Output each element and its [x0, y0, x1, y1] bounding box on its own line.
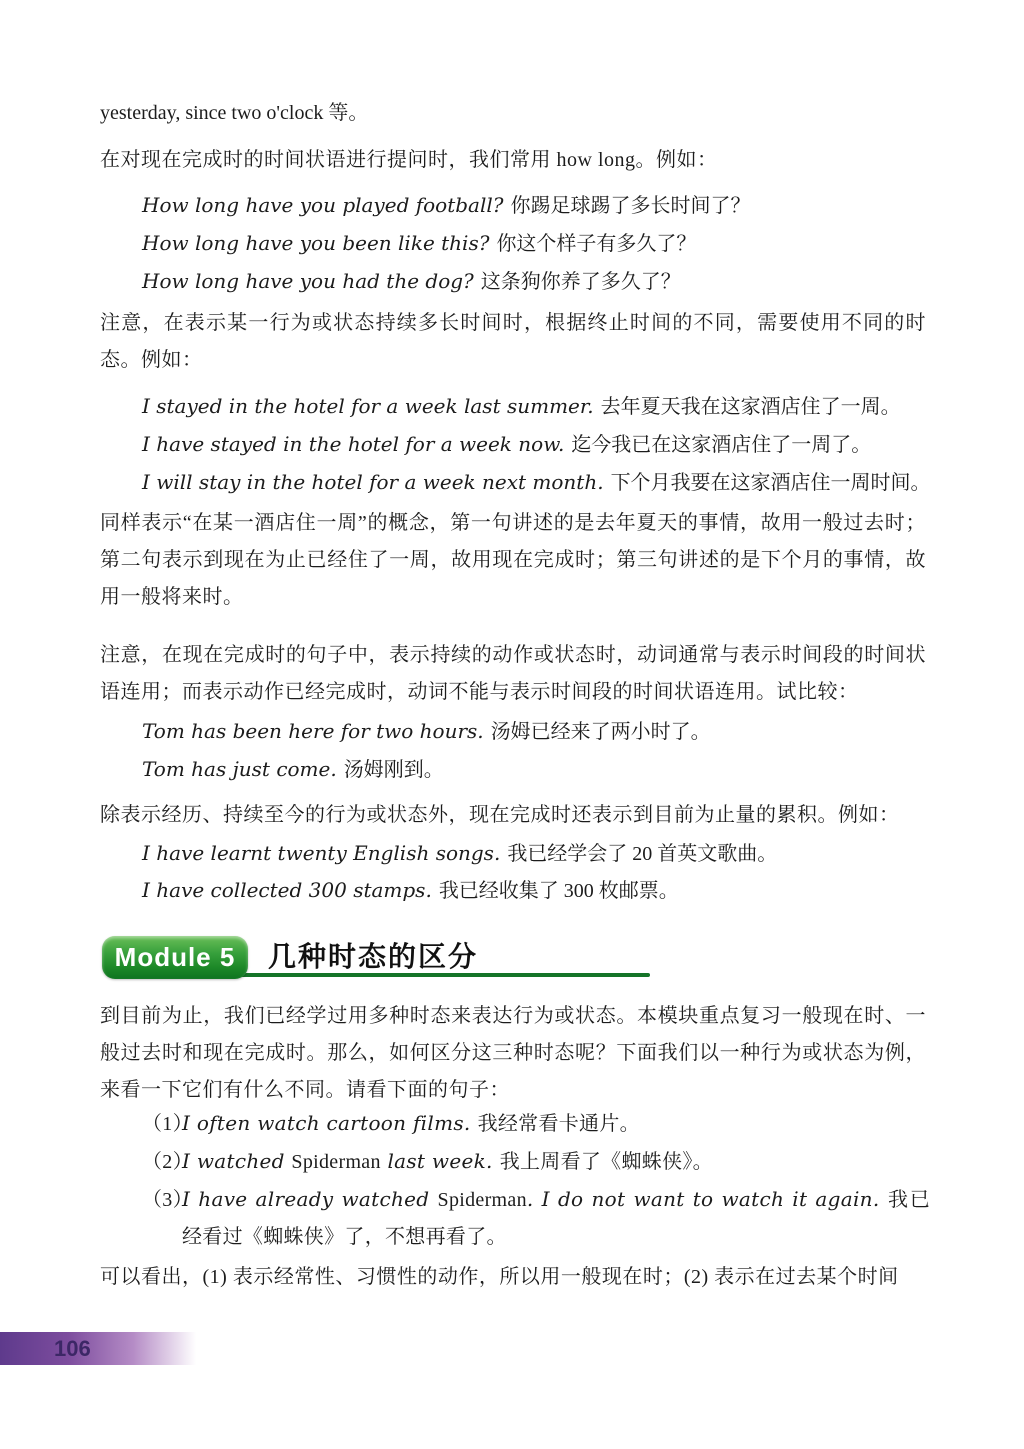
para-note-duration: 注意，在表示某一行为或状态持续多长时间时，根据终止时间的不同，需要使用不同的时态。例如： — [100, 312, 926, 371]
en-sentence: I will stay in the hotel for a week next month. — [142, 470, 604, 494]
item-number: （2） — [142, 1151, 193, 1173]
module-title: 几种时态的区分 — [268, 941, 479, 972]
example-sentence — [142, 425, 926, 463]
para-module-intro: 到目前为止，我们已经学过用多种时态来表达行为或状态。本模块重点复习一般现在时、一般过去时和现在完成时。那么，如何区分这三种时态呢？下面我们以一种行为或状态为例，来看一下它们有什么不同。请看下面的句子： — [100, 1005, 926, 1101]
zh-translation: 我已经学会了 20 首英文歌曲。 — [507, 843, 778, 865]
zh-translation: 去年夏天我在这家酒店住了一周。 — [600, 396, 901, 418]
en-sentence: I have collected 300 stamps. — [142, 878, 432, 902]
item-number: （3） — [142, 1189, 193, 1211]
example-group-howlong — [142, 186, 926, 300]
en-sentence: I have already watched — [182, 1187, 438, 1211]
zh-translation: 汤姆已经来了两小时了。 — [490, 721, 711, 743]
zh-translation: 你这个样子有多久了？ — [496, 233, 697, 255]
example-sentence — [142, 186, 926, 224]
zh-translation: 下个月我要在这家酒店住一周时间。 — [610, 472, 931, 494]
en-sentence: How long have you played football? — [142, 193, 504, 217]
example-group-hotel — [142, 387, 931, 501]
zh-translation: 汤姆刚到。 — [343, 759, 444, 781]
example-sentence — [142, 872, 926, 909]
example-sentence — [142, 835, 926, 872]
en-sentence: last week. — [380, 1149, 493, 1173]
example-sentence — [142, 262, 926, 300]
example-sentence — [142, 750, 926, 788]
numbered-item — [142, 1181, 930, 1256]
numbered-example-list — [142, 1105, 930, 1256]
en-sentence: How long have you been like this? — [142, 231, 490, 255]
en-sentence: I often watch cartoon films. — [182, 1111, 471, 1135]
numbered-item — [142, 1105, 930, 1143]
para-accumulation: 除表示经历、持续至今的行为或状态外，现在完成时还表示到目前为止量的累积。例如： — [100, 804, 900, 826]
zh-translation: 迄今我已在这家酒店住了一周了。 — [571, 434, 872, 456]
item-number: （1） — [142, 1113, 193, 1135]
para-note-adverbial: 注意，在现在完成时的句子中，表示持续的动作或状态时，动词通常与表示时间段的时间状语连用；而表示动作已经完成时，动词不能与表示时间段的时间状语连用。试比较： — [100, 644, 926, 703]
example-group-accumulation — [142, 835, 926, 909]
en-sentence: I have learnt twenty English songs. — [142, 841, 501, 865]
en-sentence: How long have you had the dog? — [142, 269, 474, 293]
zh-translation: 我上周看了《蜘蛛侠》。 — [499, 1151, 713, 1173]
zh-translation: 我已经收集了 300 枚邮票。 — [438, 880, 679, 902]
para-conclusion: 可以看出，(1) 表示经常性、习惯性的动作，所以用一般现在时；(2) 表示在过去某个时间 — [100, 1266, 899, 1288]
numbered-item — [142, 1143, 930, 1181]
para-howlong: 在对现在完成时的时间状语进行提问时，我们常用 how long。例如： — [100, 149, 718, 171]
zh-translation: 这条狗你养了多久了？ — [480, 271, 681, 293]
example-sentence — [142, 224, 926, 262]
page-number: 106 — [54, 1336, 91, 1361]
movie-title: Spiderman — [437, 1189, 527, 1211]
example-sentence — [142, 712, 926, 750]
en-sentence: I watched — [182, 1149, 292, 1173]
example-sentence — [142, 463, 931, 501]
zh-translation: 你踢足球踢了多长时间了？ — [510, 195, 751, 217]
en-sentence: Tom has just come. — [142, 757, 337, 781]
para-hotel-explain: 同样表示“在某一酒店住一周”的概念，第一句讲述的是去年夏天的事情，故用一般过去时；第二句表示到现在为止已经住了一周，故用现在完成时；第三句讲述的是下个月的事情，故用一般将来时。 — [100, 512, 926, 608]
example-group-tom — [142, 712, 926, 788]
footer-bar — [0, 1332, 196, 1365]
example-sentence — [142, 387, 926, 425]
en-sentence: I have stayed in the hotel for a week now. — [142, 432, 565, 456]
zh-translation: 我经常看卡通片。 — [477, 1113, 640, 1135]
module-header — [100, 934, 926, 986]
movie-title: Spiderman — [291, 1151, 381, 1173]
en-sentence: . I do not want to watch it again. — [526, 1187, 880, 1211]
en-sentence: Tom has been here for two hours. — [142, 719, 484, 743]
zh-translation: 我已经看过《蜘蛛侠》了，不想再看了。 — [182, 1189, 930, 1248]
intro-line: yesterday, since two o'clock 等。 — [100, 102, 369, 124]
module-badge: Module 5 — [102, 936, 248, 979]
en-sentence: I stayed in the hotel for a week last summer. — [142, 394, 594, 418]
